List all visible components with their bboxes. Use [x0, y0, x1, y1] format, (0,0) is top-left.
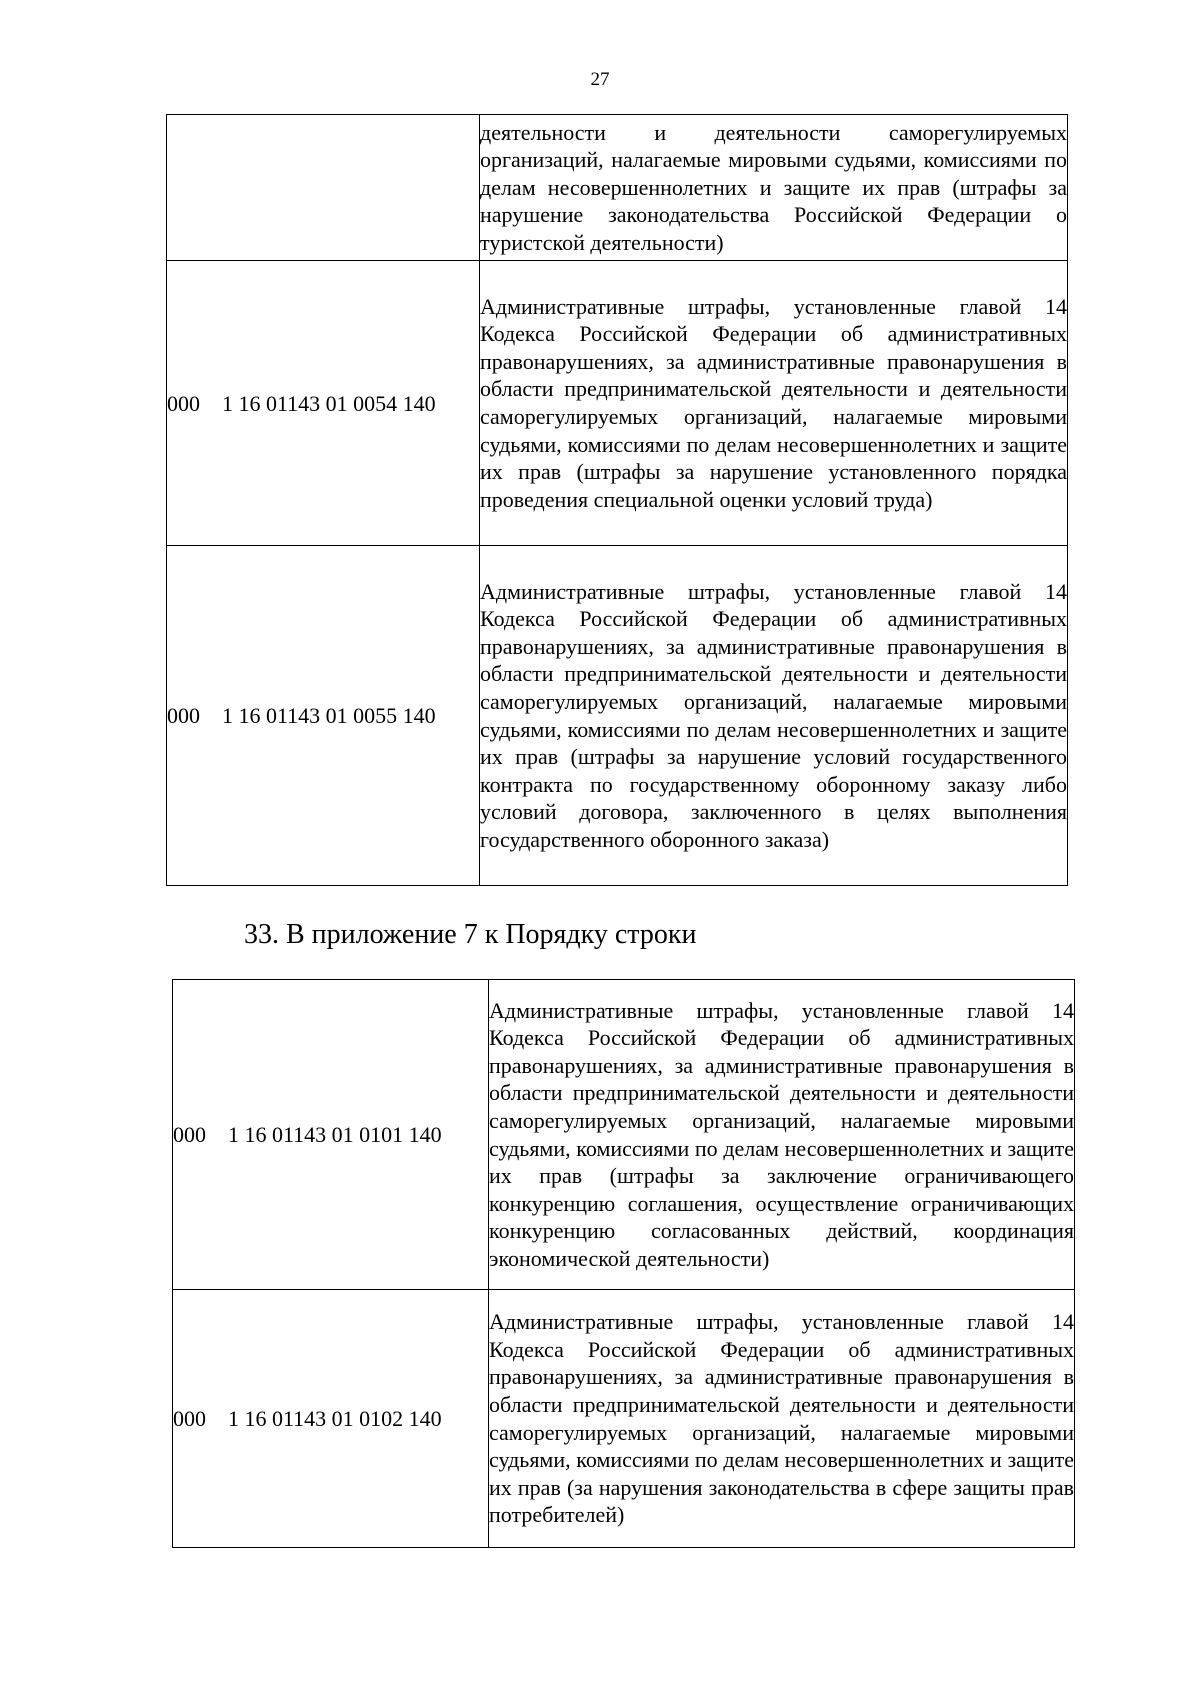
code-prefix: 000 [173, 1122, 206, 1147]
table-row [173, 980, 1075, 1290]
code-cell [167, 261, 480, 546]
section-heading: 33. В приложение 7 к Порядку строки [244, 919, 697, 950]
code-cell [173, 980, 489, 1290]
code-prefix: 000 [173, 1406, 206, 1431]
table-row [167, 546, 1068, 886]
table-row [173, 1290, 1075, 1548]
description-cell: деятельности и деятельности саморегулируемых организаций, налагаемые мировыми судьями, комиссиями по делам несовершеннолетних и защите их прав (штрафы за нарушение законодательства Российской Федерации о туристской деятельности) [480, 115, 1068, 261]
code-prefix: 000 [167, 703, 200, 728]
description-cell: Административные штрафы, установленные главой 14 Кодекса Российской Федерации об административных правонарушениях, за административные правонарушения в области предпринимательской деятельности и деятельности саморегулируемых организаций, налагаемые мировыми судьями, комиссиями по делам несовершеннолетних и защите их прав (за нарушения законодательства в сфере защиты прав потребителей) [489, 1290, 1075, 1548]
code-cell [167, 546, 480, 886]
code-cell [167, 115, 480, 261]
table-row [167, 261, 1068, 546]
classification-code: 1 16 01143 01 0101 140 [228, 1122, 442, 1147]
revenue-codes-table-continued [166, 114, 1068, 886]
classification-code: 1 16 01143 01 0054 140 [222, 390, 436, 416]
classification-code: 1 16 01143 01 0055 140 [222, 703, 436, 728]
table-row [167, 115, 1068, 261]
description-cell: Административные штрафы, установленные главой 14 Кодекса Российской Федерации об административных правонарушениях, за административные правонарушения в области предпринимательской деятельности и деятельности саморегулируемых организаций, налагаемые мировыми судьями, комиссиями по делам несовершеннолетних и защите их прав (штрафы за заключение ограничивающего конкуренцию соглашения, осуществление ограничивающих конкуренцию согласованных действий, координация экономической деятельности) [489, 980, 1075, 1290]
code-cell [173, 1290, 489, 1548]
appendix-7-rows-table [172, 979, 1075, 1548]
description-cell: Административные штрафы, установленные главой 14 Кодекса Российской Федерации об административных правонарушениях, за административные правонарушения в области предпринимательской деятельности и деятельности саморегулируемых организаций, налагаемые мировыми судьями, комиссиями по делам несовершеннолетних и защите их прав (штрафы за нарушение условий государственного контракта по государственному оборонному заказу либо условий договора, заключенного в целях выполнения государственного оборонного заказа) [480, 546, 1068, 886]
classification-code: 1 16 01143 01 0102 140 [228, 1406, 442, 1431]
code-prefix: 000 [167, 390, 200, 416]
description-cell: Административные штрафы, установленные главой 14 Кодекса Российской Федерации об административных правонарушениях, за административные правонарушения в области предпринимательской деятельности и деятельности саморегулируемых организаций, налагаемые мировыми судьями, комиссиями по делам несовершеннолетних и защите их прав (штрафы за нарушение установленного порядка проведения специальной оценки условий труда) [480, 261, 1068, 546]
page-number: 27 [590, 69, 610, 90]
